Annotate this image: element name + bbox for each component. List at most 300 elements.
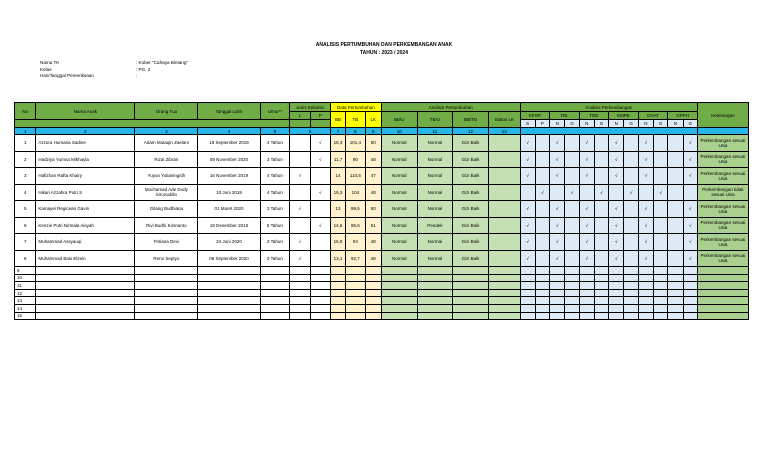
cell-no: 5 bbox=[15, 201, 36, 218]
cell-tbu: Normal bbox=[417, 234, 453, 251]
empty-cell bbox=[520, 274, 535, 282]
cell-p bbox=[310, 250, 330, 267]
cell-tdl-2 bbox=[565, 234, 579, 251]
empty-cell bbox=[135, 282, 198, 290]
cell-lk: 48 bbox=[365, 234, 381, 251]
table-row bbox=[15, 297, 749, 305]
cell-bb: 19,3 bbox=[330, 184, 345, 201]
cell-tdd-1: √ bbox=[579, 201, 594, 218]
cell-chat-1: √ bbox=[638, 250, 653, 267]
cell-chat-1: √ bbox=[638, 168, 653, 185]
empty-cell bbox=[609, 297, 624, 305]
cell-l: √ bbox=[290, 168, 310, 185]
empty-cell bbox=[653, 267, 667, 275]
column-number-row bbox=[15, 128, 749, 135]
empty-cell bbox=[653, 312, 667, 320]
empty-cell bbox=[653, 304, 667, 312]
empty-cell bbox=[453, 289, 489, 297]
empty-cell bbox=[594, 312, 608, 320]
cell-kpsp-1: √ bbox=[520, 234, 535, 251]
empty-cell bbox=[290, 312, 310, 320]
cell-kmpe-2 bbox=[624, 201, 638, 218]
empty-cell bbox=[36, 297, 135, 305]
col-l: L bbox=[290, 112, 310, 120]
empty-cell bbox=[535, 289, 549, 297]
cell-ortu: Rivi Budhi Kirsnanto bbox=[135, 217, 198, 234]
empty-cell bbox=[417, 304, 453, 312]
table-row bbox=[15, 304, 749, 312]
empty-cell bbox=[520, 304, 535, 312]
cell-keterangan: Perkembangan sesuai Usia bbox=[697, 151, 748, 168]
empty-cell bbox=[653, 289, 667, 297]
empty-cell bbox=[365, 282, 381, 290]
empty-cell bbox=[550, 274, 565, 282]
cell-gpph-2: √ bbox=[683, 234, 697, 251]
cell-kpsp-1: √ bbox=[520, 168, 535, 185]
cell-tdd-1 bbox=[579, 184, 594, 201]
cell-tdl-1: √ bbox=[550, 168, 565, 185]
cell-tbu: Normal bbox=[417, 151, 453, 168]
empty-cell bbox=[310, 282, 330, 290]
cell-chat-2 bbox=[653, 201, 667, 218]
empty-cell bbox=[365, 267, 381, 275]
col-chat: CHAT bbox=[638, 112, 668, 120]
empty-cell bbox=[638, 289, 653, 297]
empty-cell bbox=[290, 274, 310, 282]
empty-cell bbox=[683, 297, 697, 305]
empty-cell bbox=[535, 312, 549, 320]
cell-keterangan: Perkembangan sesuai Usia bbox=[697, 201, 748, 218]
empty-cell bbox=[697, 289, 748, 297]
cell-bbu: Normal bbox=[381, 135, 417, 152]
cell-ortu: Reno Septyo bbox=[135, 250, 198, 267]
cell-lk: 48 bbox=[365, 250, 381, 267]
empty-cell bbox=[365, 304, 381, 312]
table-body bbox=[15, 128, 749, 320]
empty-cell bbox=[488, 282, 520, 290]
empty-cell bbox=[520, 312, 535, 320]
cell-bbu: Normal bbox=[381, 151, 417, 168]
table-row bbox=[15, 289, 749, 297]
cell-ortu: Fitriana Devi bbox=[135, 234, 198, 251]
cell-gpph-1 bbox=[668, 151, 683, 168]
cell-kmpe-2 bbox=[624, 168, 638, 185]
empty-cell bbox=[594, 297, 608, 305]
empty-cell bbox=[381, 267, 417, 275]
cell-l: √ bbox=[290, 201, 310, 218]
cell-gpph-1 bbox=[668, 168, 683, 185]
empty-cell bbox=[453, 282, 489, 290]
cell-bbtb: Gizi Baik bbox=[453, 135, 489, 152]
cell-nama: Kamayei Regicean Gavin bbox=[36, 201, 135, 218]
cell-nama: Azzura Humaira Sadine bbox=[36, 135, 135, 152]
cell-tdl-2: √ bbox=[565, 184, 579, 201]
empty-cell bbox=[550, 289, 565, 297]
empty-cell bbox=[310, 304, 330, 312]
cell-kmpe-1 bbox=[609, 184, 624, 201]
empty-cell bbox=[290, 282, 310, 290]
cell-tdl-1: √ bbox=[550, 201, 565, 218]
cell-ortu: Gilang Budhiana bbox=[135, 201, 198, 218]
cell-no: 9 bbox=[15, 267, 36, 275]
cell-tgl: 10 Juni 2019 bbox=[198, 184, 260, 201]
empty-cell bbox=[36, 289, 135, 297]
empty-cell bbox=[638, 304, 653, 312]
empty-cell bbox=[609, 282, 624, 290]
page-subtitle: TAHUN : 2023 / 2024 bbox=[360, 50, 408, 56]
col-tgl: Tanggal Lahir bbox=[198, 103, 260, 120]
empty-cell bbox=[346, 274, 365, 282]
cell-bb: 11,7 bbox=[330, 151, 345, 168]
empty-cell bbox=[579, 297, 594, 305]
empty-cell bbox=[535, 297, 549, 305]
empty-cell bbox=[579, 267, 594, 275]
cell-chat-1 bbox=[638, 184, 653, 201]
empty-cell bbox=[198, 312, 260, 320]
col-number: 5 bbox=[260, 128, 290, 135]
col-g: G bbox=[624, 120, 638, 128]
col-number: 1 bbox=[15, 128, 36, 135]
empty-cell bbox=[579, 274, 594, 282]
cell-kpsp-2 bbox=[535, 217, 549, 234]
empty-cell bbox=[417, 267, 453, 275]
cell-tdl-1: √ bbox=[550, 234, 565, 251]
cell-keterangan: Perkembangan sesuai Usia bbox=[697, 234, 748, 251]
cell-p bbox=[310, 168, 330, 185]
cell-tgl: 08 September 2020 bbox=[198, 250, 260, 267]
cell-tgl: 01 Maret 2020 bbox=[198, 201, 260, 218]
cell-tb: 101,4 bbox=[346, 135, 365, 152]
page-title: ANALISIS PERTUMBUHAN DAN PERKEMBANGAN ANAK bbox=[315, 42, 453, 48]
cell-bb: 14 bbox=[330, 168, 345, 185]
empty-cell bbox=[683, 282, 697, 290]
cell-tbu: Pendek bbox=[417, 217, 453, 234]
cell-tdd-1: √ bbox=[579, 151, 594, 168]
empty-cell bbox=[488, 312, 520, 320]
cell-tbu: Normal bbox=[417, 184, 453, 201]
cell-tdd-2 bbox=[594, 151, 608, 168]
table-row bbox=[15, 274, 749, 282]
empty-cell bbox=[198, 274, 260, 282]
empty-cell bbox=[594, 304, 608, 312]
cell-umur: 5 Tahun bbox=[260, 217, 290, 234]
empty-cell bbox=[36, 282, 135, 290]
empty-cell bbox=[365, 274, 381, 282]
cell-chat-1: √ bbox=[638, 201, 653, 218]
cell-ortu: Adam Mutaqin Zaelani bbox=[135, 135, 198, 152]
cell-tb: 99,5 bbox=[346, 201, 365, 218]
cell-status-lk bbox=[488, 151, 520, 168]
empty-cell bbox=[653, 297, 667, 305]
empty-cell bbox=[453, 267, 489, 275]
info-value: : bbox=[136, 73, 138, 78]
empty-cell bbox=[330, 289, 345, 297]
empty-cell bbox=[594, 289, 608, 297]
cell-status-lk bbox=[488, 234, 520, 251]
empty-cell bbox=[346, 289, 365, 297]
cell-kpsp-1: √ bbox=[520, 151, 535, 168]
cell-kpsp-2: √ bbox=[535, 184, 549, 201]
empty-cell bbox=[365, 297, 381, 305]
cell-p: √ bbox=[310, 184, 330, 201]
cell-no: 8 bbox=[15, 250, 36, 267]
cell-chat-2: √ bbox=[653, 184, 667, 201]
cell-kmpe-1: √ bbox=[609, 201, 624, 218]
empty-cell bbox=[535, 282, 549, 290]
empty-cell bbox=[668, 312, 683, 320]
cell-kmpe-2 bbox=[624, 217, 638, 234]
cell-chat-2 bbox=[653, 234, 667, 251]
cell-tdd-2 bbox=[594, 250, 608, 267]
empty-cell bbox=[550, 304, 565, 312]
empty-cell bbox=[330, 304, 345, 312]
empty-cell bbox=[135, 312, 198, 320]
empty-cell bbox=[417, 297, 453, 305]
col-number: 11 bbox=[417, 128, 453, 135]
cell-kpsp-2 bbox=[535, 250, 549, 267]
empty-cell bbox=[330, 282, 345, 290]
cell-tb: 104 bbox=[346, 184, 365, 201]
cell-bb: 13 bbox=[330, 201, 345, 218]
cell-keterangan: Perkembangan sesuai Usia bbox=[697, 135, 748, 152]
cell-bbu: Normal bbox=[381, 217, 417, 234]
empty-cell bbox=[260, 304, 290, 312]
empty-cell bbox=[198, 304, 260, 312]
cell-bbu: Normal bbox=[381, 184, 417, 201]
cell-keterangan: Perkembangan sesuai Usia bbox=[697, 250, 748, 267]
empty-cell bbox=[260, 312, 290, 320]
empty-cell bbox=[550, 282, 565, 290]
cell-bb: 15,9 bbox=[330, 234, 345, 251]
empty-cell bbox=[520, 282, 535, 290]
col-bbu: BB/U bbox=[381, 112, 417, 128]
cell-gpph-2 bbox=[683, 184, 697, 201]
empty-cell bbox=[683, 312, 697, 320]
col-n: N bbox=[579, 120, 594, 128]
empty-cell bbox=[520, 289, 535, 297]
col-number: 12 bbox=[453, 128, 489, 135]
cell-tdl-2 bbox=[565, 250, 579, 267]
empty-cell bbox=[290, 289, 310, 297]
cell-kmpe-2 bbox=[624, 151, 638, 168]
empty-cell bbox=[579, 282, 594, 290]
cell-tgl: 16 November 2019 bbox=[198, 168, 260, 185]
empty-cell bbox=[668, 267, 683, 275]
cell-umur: 4 Tahun bbox=[260, 168, 290, 185]
empty-cell bbox=[135, 304, 198, 312]
col-umur: Umur** bbox=[260, 103, 290, 120]
col-data-pertumbuhan: Data Pertumbuhan bbox=[330, 103, 381, 112]
cell-tgl: 24 Juni 2020 bbox=[198, 234, 260, 251]
empty-cell bbox=[565, 312, 579, 320]
empty-cell bbox=[198, 297, 260, 305]
col-nama: Nama Anak bbox=[36, 103, 135, 120]
col-n: N bbox=[609, 120, 624, 128]
cell-tbu: Normal bbox=[417, 168, 453, 185]
empty-cell bbox=[488, 304, 520, 312]
empty-cell bbox=[638, 274, 653, 282]
info-value: : Kober "Cahaya Bintang" bbox=[136, 60, 189, 65]
empty-cell bbox=[624, 267, 638, 275]
empty-cell bbox=[565, 297, 579, 305]
cell-p: √ bbox=[310, 151, 330, 168]
cell-kmpe-1: √ bbox=[609, 135, 624, 152]
cell-status-lk bbox=[488, 184, 520, 201]
table-row bbox=[15, 201, 749, 218]
cell-tb: 94 bbox=[346, 234, 365, 251]
cell-nama: Hikari Azzahra Putri S bbox=[36, 184, 135, 201]
cell-tdl-1: √ bbox=[550, 217, 565, 234]
cell-kpsp-1: √ bbox=[520, 217, 535, 234]
col-ortu: Orang Tua bbox=[135, 103, 198, 120]
cell-lk: 48 bbox=[365, 184, 381, 201]
table-row bbox=[15, 184, 749, 201]
cell-gpph-2: √ bbox=[683, 168, 697, 185]
cell-kpsp-1 bbox=[520, 184, 535, 201]
cell-kmpe-2 bbox=[624, 135, 638, 152]
cell-lk: 48 bbox=[365, 151, 381, 168]
cell-chat-2 bbox=[653, 135, 667, 152]
empty-cell bbox=[381, 289, 417, 297]
table-row bbox=[15, 151, 749, 168]
cell-bbtb: Gizi Baik bbox=[453, 234, 489, 251]
cell-tdd-2 bbox=[594, 201, 608, 218]
cell-lk: 50 bbox=[365, 135, 381, 152]
cell-chat-2 bbox=[653, 250, 667, 267]
cell-kpsp-1: √ bbox=[520, 201, 535, 218]
cell-umur: 3 Tahun bbox=[260, 234, 290, 251]
empty-cell bbox=[565, 274, 579, 282]
empty-cell bbox=[346, 282, 365, 290]
col-analisis-pertumbuhan: Analisis Pertumbuhan bbox=[381, 103, 520, 112]
empty-cell bbox=[624, 274, 638, 282]
info-label: Kelas bbox=[40, 66, 52, 72]
table-row bbox=[15, 135, 749, 152]
cell-status-lk bbox=[488, 135, 520, 152]
empty-cell bbox=[330, 267, 345, 275]
cell-chat-2 bbox=[653, 151, 667, 168]
cell-tdl-2 bbox=[565, 151, 579, 168]
empty-cell bbox=[260, 297, 290, 305]
empty-cell bbox=[310, 289, 330, 297]
empty-cell bbox=[36, 267, 135, 275]
empty-cell bbox=[260, 267, 290, 275]
empty-cell bbox=[365, 312, 381, 320]
col-bb: BB bbox=[330, 112, 345, 128]
col-g: G bbox=[594, 120, 608, 128]
cell-tb: 110,5 bbox=[346, 168, 365, 185]
cell-l bbox=[290, 184, 310, 201]
empty-cell bbox=[260, 274, 290, 282]
cell-l: √ bbox=[290, 250, 310, 267]
empty-cell bbox=[565, 267, 579, 275]
col-tb: TB bbox=[346, 112, 365, 128]
cell-lk: 47 bbox=[365, 168, 381, 185]
empty-cell bbox=[653, 282, 667, 290]
cell-kpsp-1: √ bbox=[520, 135, 535, 152]
info-value: : PG. 2 bbox=[136, 66, 151, 72]
cell-no: 14 bbox=[15, 304, 36, 312]
cell-tdl-2 bbox=[565, 217, 579, 234]
cell-gpph-1 bbox=[668, 217, 683, 234]
empty-cell bbox=[594, 267, 608, 275]
cell-tdl-2 bbox=[565, 135, 579, 152]
empty-cell bbox=[381, 297, 417, 305]
cell-tb: 90 bbox=[346, 151, 365, 168]
col-number: 2 bbox=[36, 128, 135, 135]
empty-cell bbox=[668, 304, 683, 312]
empty-cell bbox=[346, 267, 365, 275]
empty-cell bbox=[330, 274, 345, 282]
empty-cell bbox=[624, 312, 638, 320]
empty-cell bbox=[381, 304, 417, 312]
empty-cell bbox=[697, 312, 748, 320]
cell-gpph-2: √ bbox=[683, 217, 697, 234]
empty-cell bbox=[609, 304, 624, 312]
cell-p bbox=[310, 234, 330, 251]
col-kpsp: KPSP bbox=[520, 112, 550, 120]
empty-cell bbox=[535, 274, 549, 282]
cell-tdd-2 bbox=[594, 168, 608, 185]
empty-cell bbox=[565, 282, 579, 290]
col-jenis-kelamin: Jenis Kelamin bbox=[290, 103, 331, 112]
col-tdd: TDD bbox=[579, 112, 609, 120]
cell-no: 10 bbox=[15, 274, 36, 282]
col-n: N bbox=[668, 120, 683, 128]
col-n: N bbox=[638, 120, 653, 128]
cell-kmpe-1: √ bbox=[609, 217, 624, 234]
cell-tgl: 09 November 2020 bbox=[198, 151, 260, 168]
cell-no: 6 bbox=[15, 217, 36, 234]
empty-cell bbox=[198, 282, 260, 290]
cell-bbtb: Gizi Baik bbox=[453, 168, 489, 185]
info-label: Hari/Tanggal Pemeriksaan bbox=[40, 73, 94, 78]
cell-chat-1: √ bbox=[638, 234, 653, 251]
empty-cell bbox=[697, 282, 748, 290]
cell-keterangan: Perkembangan sesuai Usia bbox=[697, 217, 748, 234]
cell-keterangan: Perkembangan tidak sesuai Usia bbox=[697, 184, 748, 201]
empty-cell bbox=[609, 274, 624, 282]
empty-cell bbox=[668, 289, 683, 297]
cell-gpph-1 bbox=[668, 250, 683, 267]
col-g: G bbox=[653, 120, 667, 128]
cell-gpph-2: √ bbox=[683, 151, 697, 168]
empty-cell bbox=[535, 304, 549, 312]
cell-tdl-2 bbox=[565, 168, 579, 185]
empty-cell bbox=[653, 274, 667, 282]
empty-cell bbox=[346, 297, 365, 305]
empty-cell bbox=[417, 289, 453, 297]
empty-cell bbox=[36, 274, 135, 282]
cell-tdl-1: √ bbox=[550, 151, 565, 168]
empty-cell bbox=[535, 267, 549, 275]
empty-cell bbox=[198, 267, 260, 275]
cell-umur: 3 Tahun bbox=[260, 201, 290, 218]
cell-no: 11 bbox=[15, 282, 36, 290]
cell-nama: Muhammad Assyauqi bbox=[36, 234, 135, 251]
empty-cell bbox=[683, 274, 697, 282]
col-no: No bbox=[15, 103, 36, 120]
empty-cell bbox=[310, 297, 330, 305]
col-number: 4 bbox=[198, 128, 260, 135]
cell-chat-2 bbox=[653, 168, 667, 185]
cell-kmpe-1: √ bbox=[609, 151, 624, 168]
cell-tdd-1: √ bbox=[579, 217, 594, 234]
empty-cell bbox=[609, 267, 624, 275]
cell-kpsp-1: √ bbox=[520, 250, 535, 267]
cell-no: 15 bbox=[15, 312, 36, 320]
cell-no: 1 bbox=[15, 135, 36, 152]
